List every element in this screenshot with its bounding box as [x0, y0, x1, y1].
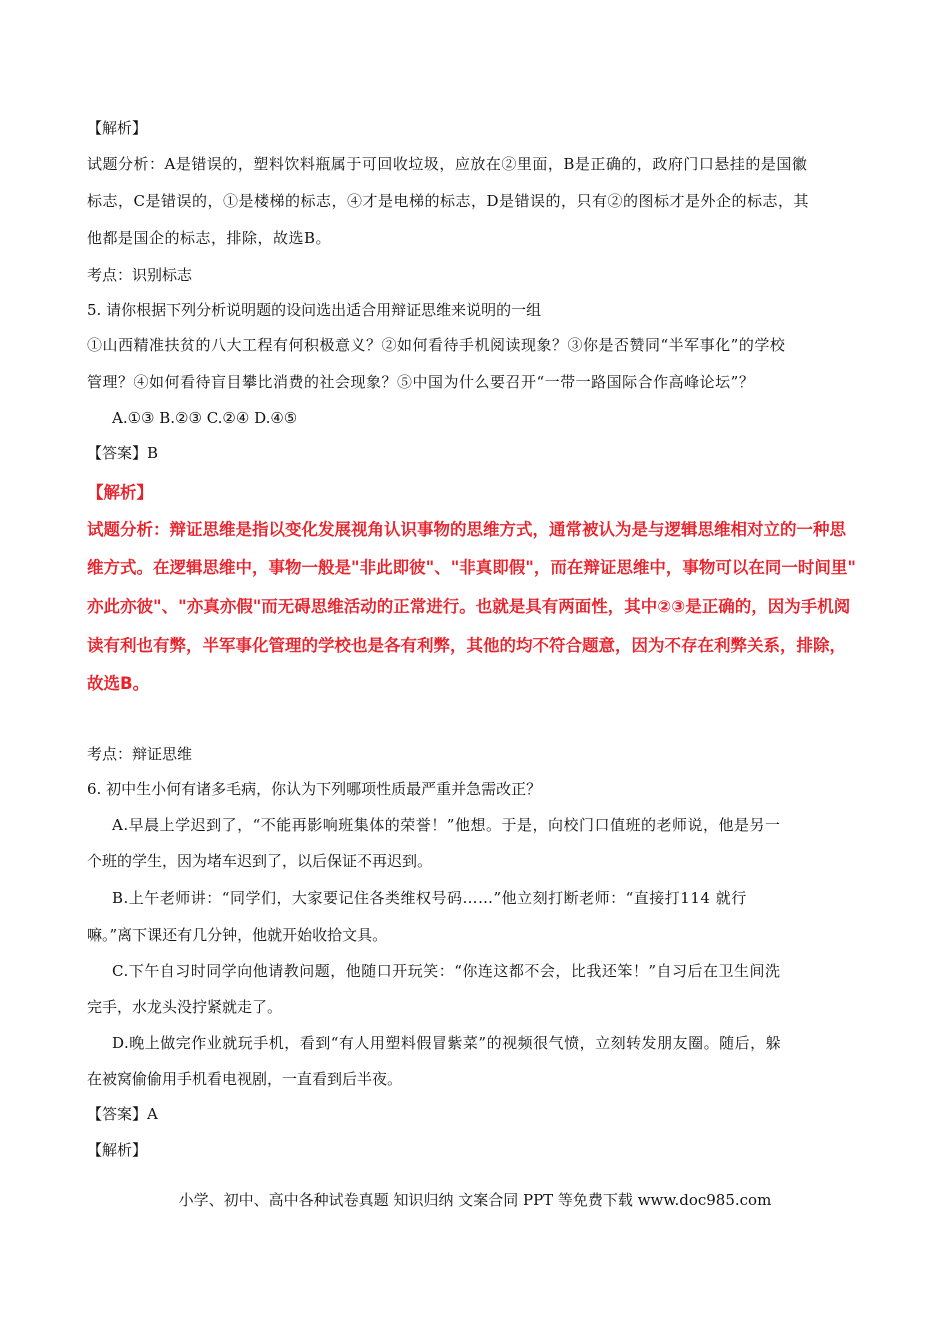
- q4-analysis-line-3: 他都是国企的标志，排除，故选B。: [87, 229, 332, 247]
- q6-option-b-line-2: 嘛。”离下课还有几分钟，他就开始收拾文具。: [87, 926, 388, 944]
- q5-analysis-line-2: 维方式。在逻辑思维中，事物一般是"非此即彼"、"非真即假"，而在辩证思维中，事物可以在同一时间里": [87, 558, 856, 577]
- q5-stem: 5. 请你根据下列分析说明题的设问选出适合用辩证思维来说明的一组: [87, 301, 542, 319]
- q6-option-a-line-1: A.早晨上学迟到了，“不能再影响班集体的荣誉！”他想。于是，向校门口值班的老师说，他是另一: [112, 816, 781, 834]
- q5-options: A.①③ B.②③ C.②④ D.④⑤: [112, 409, 298, 427]
- q6-option-c-line-1: C.下午自习时同学向他请教问题，他随口开玩笑：“你连这都不会，比我还笨！”自习后在卫生间洗: [112, 962, 781, 980]
- q5-items-line-1: ①山西精准扶贫的八大工程有何积极意义？②如何看待手机阅读现象？③你是否赞同“半军事化”的学校: [87, 336, 786, 354]
- q5-analysis-line-1: 试题分析：辩证思维是指以变化发展视角认识事物的思维方式，通常被认为是与逻辑思维相对立的一种思: [87, 520, 846, 539]
- q5-analysis-line-5: 故选B。: [87, 674, 150, 693]
- q5-analysis-line-3: 亦此亦彼"、"亦真亦假"而无碍思维活动的正常进行。也就是具有两面性，其中②③是正确的，因为手机阅: [87, 597, 851, 616]
- q6-option-d-line-1: D.晚上做完作业就玩手机，看到“有人用塑料假冒紫菜”的视频很气愤，立刻转发朋友圈。随后，躲: [112, 1034, 782, 1052]
- q4-kaodian: 考点：识别标志: [87, 266, 193, 284]
- q6-jiexi-label: 【解析】: [87, 1141, 148, 1159]
- q6-option-b-line-1: B.上午老师讲：“同学们，大家要记住各类维权号码……”他立刻打断老师：“直接打114 就行: [112, 889, 747, 907]
- q4-jiexi-label: 【解析】: [87, 119, 148, 137]
- q5-jiexi-label: 【解析】: [87, 483, 153, 502]
- q6-option-a-line-2: 个班的学生，因为堵车迟到了，以后保证不再迟到。: [87, 852, 433, 870]
- q6-option-d-line-2: 在被窝偷偷用手机看电视剧，一直看到后半夜。: [87, 1070, 403, 1088]
- q5-kaodian: 考点：辩证思维: [87, 745, 193, 763]
- q5-answer: 【答案】B: [87, 444, 159, 462]
- q6-option-c-line-2: 完手，水龙头没拧紧就走了。: [87, 998, 283, 1016]
- q6-stem: 6. 初中生小何有诸多毛病，你认为下列哪项性质最严重并急需改正？: [87, 780, 542, 798]
- q5-analysis-line-4: 读有利也有弊，半军事化管理的学校也是各有利弊，其他的均不符合题意，因为不存在利弊关系，排除，: [87, 636, 846, 655]
- q4-analysis-line-2: 标志，C是错误的，①是楼梯的标志，④才是电梯的标志，D是错误的，只有②的图标才是外企的标志，其: [87, 192, 810, 210]
- q6-answer: 【答案】A: [87, 1105, 158, 1123]
- q5-items-line-2: 管理？④如何看待盲目攀比消费的社会现象？⑤中国为什么要召开“一带一路国际合作高峰论坛”？: [87, 373, 755, 391]
- q4-analysis-line-1: 试题分析：A是错误的，塑料饮料瓶属于可回收垃圾，应放在②里面，B是正确的，政府门口悬挂的是国徽: [87, 155, 808, 173]
- page-footer: 小学、初中、高中各种试卷真题 知识归纳 文案合同 PPT 等免费下载 www.doc985.com: [178, 1191, 772, 1209]
